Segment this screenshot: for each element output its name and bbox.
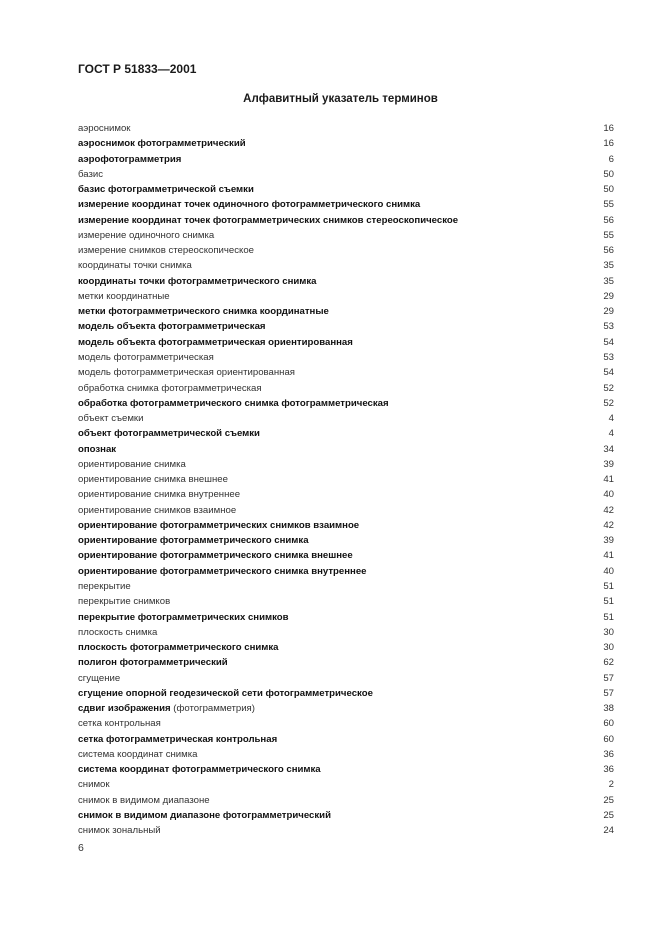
index-term	[78, 503, 236, 518]
index-entry	[78, 304, 614, 319]
index-term-text: ориентирование фотограмметрических снимков взаимное	[78, 519, 360, 531]
index-term	[78, 701, 255, 716]
index-entry	[78, 640, 614, 655]
index-entry	[78, 213, 614, 228]
index-page-number: 55	[603, 199, 614, 211]
index-entry	[78, 487, 614, 502]
index-term-text: базис фотограмметрической съемки	[78, 184, 254, 196]
index-entry	[78, 457, 614, 472]
index-page-number: 51	[603, 596, 614, 608]
index-term	[78, 518, 359, 533]
index-entry	[78, 701, 614, 716]
index-entry	[78, 762, 614, 777]
index-term	[78, 182, 254, 197]
index-term-text: модель объекта фотограмметрическая ориентированная	[78, 336, 353, 348]
index-page-number: 30	[603, 626, 614, 638]
index-term-text: полигон фотограмметрический	[78, 657, 228, 669]
index-term-text: координаты точки фотограмметрического снимка	[78, 275, 317, 287]
index-term	[78, 197, 420, 212]
index-term-text: аэрофотограмметрия	[78, 153, 182, 165]
index-entry	[78, 808, 614, 823]
index-term-text: снимок	[78, 779, 110, 791]
index-term	[78, 487, 240, 502]
index-term	[78, 640, 279, 655]
index-term-text: сгущение	[78, 672, 121, 684]
index-entry	[78, 121, 614, 136]
index-entry	[78, 167, 614, 182]
index-entry	[78, 136, 614, 151]
index-page-number: 57	[603, 687, 614, 699]
index-term-text: метки фотограмметрического снимка координатные	[78, 306, 329, 318]
index-term-text: объект съемки	[78, 413, 144, 425]
index-term-text: система координат фотограмметрического снимка	[78, 764, 321, 776]
index-page-number: 16	[603, 138, 614, 150]
index-entry	[78, 793, 614, 808]
index-term	[78, 365, 295, 380]
index-entry	[78, 716, 614, 731]
index-term	[78, 793, 210, 808]
index-entry	[78, 594, 614, 609]
index-page-number: 60	[603, 718, 614, 730]
index-page-number: 29	[603, 290, 614, 302]
index-page-number: 41	[603, 474, 614, 486]
index-entry	[78, 823, 614, 838]
index-page-number: 53	[603, 321, 614, 333]
index-term	[78, 274, 317, 289]
index-page-number: 53	[603, 351, 614, 363]
index-term	[78, 625, 157, 640]
index-entry	[78, 350, 614, 365]
index-term	[78, 167, 103, 182]
index-term-text: система координат снимка	[78, 748, 198, 760]
index-entry	[78, 228, 614, 243]
index-entry	[78, 258, 614, 273]
index-term-text: координаты точки снимка	[78, 260, 192, 272]
index-term-text: базис	[78, 168, 104, 180]
index-entry	[78, 655, 614, 670]
index-term-text: ориентирование фотограмметрического снимка внутреннее	[78, 565, 367, 577]
index-term-text: ориентирование фотограмметрического снимка	[78, 535, 309, 547]
index-term	[78, 762, 321, 777]
index-term-text: измерение координат точек одиночного фотограмметрического снимка	[78, 199, 421, 211]
index-term	[78, 533, 309, 548]
index-term-text: обработка фотограмметрического снимка фотограмметрическая	[78, 397, 389, 409]
index-term	[78, 258, 192, 273]
index-term-text: сгущение опорной геодезической сети фотограмметрическое	[78, 687, 373, 699]
index-entry	[78, 442, 614, 457]
term-index-list	[78, 121, 614, 838]
index-entry	[78, 671, 614, 686]
index-page-number: 56	[603, 214, 614, 226]
index-term-text: ориентирование снимка	[78, 458, 186, 470]
index-entry	[78, 274, 614, 289]
index-page-number: 25	[603, 809, 614, 821]
index-entry	[78, 182, 614, 197]
index-page-number: 52	[603, 382, 614, 394]
index-term	[78, 457, 186, 472]
index-page-number: 42	[603, 504, 614, 516]
index-term-text: измерение снимков стереоскопическое	[78, 245, 254, 257]
index-term-text: модель объекта фотограмметрическая	[78, 321, 266, 333]
index-term	[78, 442, 116, 457]
index-page-number: 60	[603, 733, 614, 745]
index-page-number: 16	[603, 123, 614, 134]
index-entry	[78, 319, 614, 334]
index-term-text: объект фотограмметрической съемки	[78, 428, 260, 440]
index-term-text: перекрытие фотограмметрических снимков	[78, 611, 289, 623]
index-term-text: ориентирование снимков взаимное	[78, 504, 237, 516]
index-title: Алфавитный указатель терминов	[243, 93, 438, 105]
index-term-text: ориентирование снимка внутреннее	[78, 489, 241, 501]
index-page-number: 35	[603, 260, 614, 272]
index-page-number: 4	[608, 428, 614, 440]
index-page-number: 39	[603, 458, 614, 470]
index-term	[78, 319, 266, 334]
document-header: ГОСТ Р 51833—2001	[78, 62, 197, 76]
index-page-number: 36	[603, 748, 614, 760]
index-term	[78, 732, 277, 747]
index-page-number: 51	[603, 611, 614, 623]
index-page-number: 54	[603, 367, 614, 379]
index-term	[78, 289, 170, 304]
index-term	[78, 686, 373, 701]
index-term-text: снимок зональный	[78, 825, 161, 837]
index-term	[78, 228, 214, 243]
index-page-number: 52	[603, 397, 614, 409]
index-term-text: модель фотограмметрическая	[78, 351, 214, 363]
index-entry	[78, 777, 614, 792]
index-page-number: 36	[603, 764, 614, 776]
index-entry	[78, 518, 614, 533]
index-term-text: снимок в видимом диапазоне фотограмметрический	[78, 809, 331, 821]
index-page-number: 25	[603, 794, 614, 806]
index-page-number: 54	[603, 336, 614, 348]
index-entry	[78, 564, 614, 579]
index-term	[78, 548, 353, 563]
index-term-text: измерение координат точек фотограмметрических снимков стереоскопическое	[78, 214, 459, 226]
index-page-number: 4	[608, 413, 614, 425]
index-entry	[78, 365, 614, 380]
index-term	[78, 610, 289, 625]
index-term-text: модель фотограмметрическая ориентированная	[78, 367, 295, 379]
index-term	[78, 243, 254, 258]
index-page-number: 41	[603, 550, 614, 562]
index-term	[78, 396, 389, 411]
index-term-text: сдвиг изображения	[78, 703, 171, 715]
index-term	[78, 747, 198, 762]
index-term-text: обработка снимка фотограмметрическая	[78, 382, 262, 394]
index-term	[78, 381, 262, 396]
index-page-number: 50	[603, 168, 614, 180]
index-entry	[78, 533, 614, 548]
index-term	[78, 136, 246, 151]
index-term	[78, 823, 161, 838]
page-number: 6	[78, 842, 84, 854]
index-term-text: ориентирование снимка внешнее	[78, 474, 228, 486]
index-term-text: плоскость фотограмметрического снимка	[78, 642, 279, 654]
index-term	[78, 564, 367, 579]
index-entry	[78, 472, 614, 487]
index-entry	[78, 335, 614, 350]
index-entry	[78, 686, 614, 701]
index-term-text: метки координатные	[78, 290, 170, 302]
index-page-number: 51	[603, 580, 614, 592]
index-term-text: опознак	[78, 443, 117, 455]
index-term	[78, 671, 120, 686]
index-term	[78, 808, 331, 823]
index-term	[78, 472, 228, 487]
index-term	[78, 213, 458, 228]
index-page-number: 6	[608, 153, 614, 165]
index-term-text: измерение одиночного снимка	[78, 229, 215, 241]
index-page-number: 50	[603, 184, 614, 196]
index-term	[78, 121, 131, 136]
index-term	[78, 579, 131, 594]
index-term	[78, 350, 214, 365]
index-entry	[78, 152, 614, 167]
index-entry	[78, 289, 614, 304]
index-page-number: 62	[603, 657, 614, 669]
index-term-text: аэроснимок	[78, 123, 131, 134]
index-term-text: ориентирование фотограмметрического снимка внешнее	[78, 550, 353, 562]
index-page-number: 56	[603, 245, 614, 257]
index-entry	[78, 625, 614, 640]
index-term	[78, 335, 353, 350]
index-entry	[78, 503, 614, 518]
index-page-number: 34	[603, 443, 614, 455]
index-term	[78, 304, 329, 319]
index-term-text: перекрытие снимков	[78, 596, 171, 608]
index-term	[78, 594, 170, 609]
index-entry	[78, 579, 614, 594]
index-term	[78, 716, 161, 731]
index-page-number: 24	[603, 825, 614, 837]
index-term	[78, 426, 260, 441]
index-term-text: плоскость снимка	[78, 626, 158, 638]
index-page-number: 55	[603, 229, 614, 241]
index-entry	[78, 396, 614, 411]
index-entry	[78, 610, 614, 625]
index-page-number: 57	[603, 672, 614, 684]
index-term	[78, 777, 110, 792]
index-page-number: 30	[603, 642, 614, 654]
index-term-text: сетка фотограмметрическая контрольная	[78, 733, 278, 745]
index-term	[78, 411, 144, 426]
index-term-text: сетка контрольная	[78, 718, 161, 730]
index-page-number: 40	[603, 565, 614, 577]
index-page-number: 2	[608, 779, 614, 791]
index-page-number: 42	[603, 519, 614, 531]
index-entry	[78, 411, 614, 426]
index-entry	[78, 548, 614, 563]
index-entry	[78, 243, 614, 258]
index-page-number: 38	[603, 703, 614, 715]
index-term-qualifier: (фотограмметрия)	[170, 703, 255, 715]
index-term-text: перекрытие	[78, 580, 131, 592]
index-page-number: 35	[603, 275, 614, 287]
index-entry	[78, 732, 614, 747]
index-entry	[78, 197, 614, 212]
index-page-number: 40	[603, 489, 614, 501]
index-entry	[78, 381, 614, 396]
index-term-text: снимок в видимом диапазоне	[78, 794, 210, 806]
index-page-number: 29	[603, 306, 614, 318]
index-page-number: 39	[603, 535, 614, 547]
index-term	[78, 655, 228, 670]
index-term-text: аэроснимок фотограмметрический	[78, 138, 246, 150]
index-entry	[78, 426, 614, 441]
index-entry	[78, 747, 614, 762]
index-term	[78, 152, 181, 167]
